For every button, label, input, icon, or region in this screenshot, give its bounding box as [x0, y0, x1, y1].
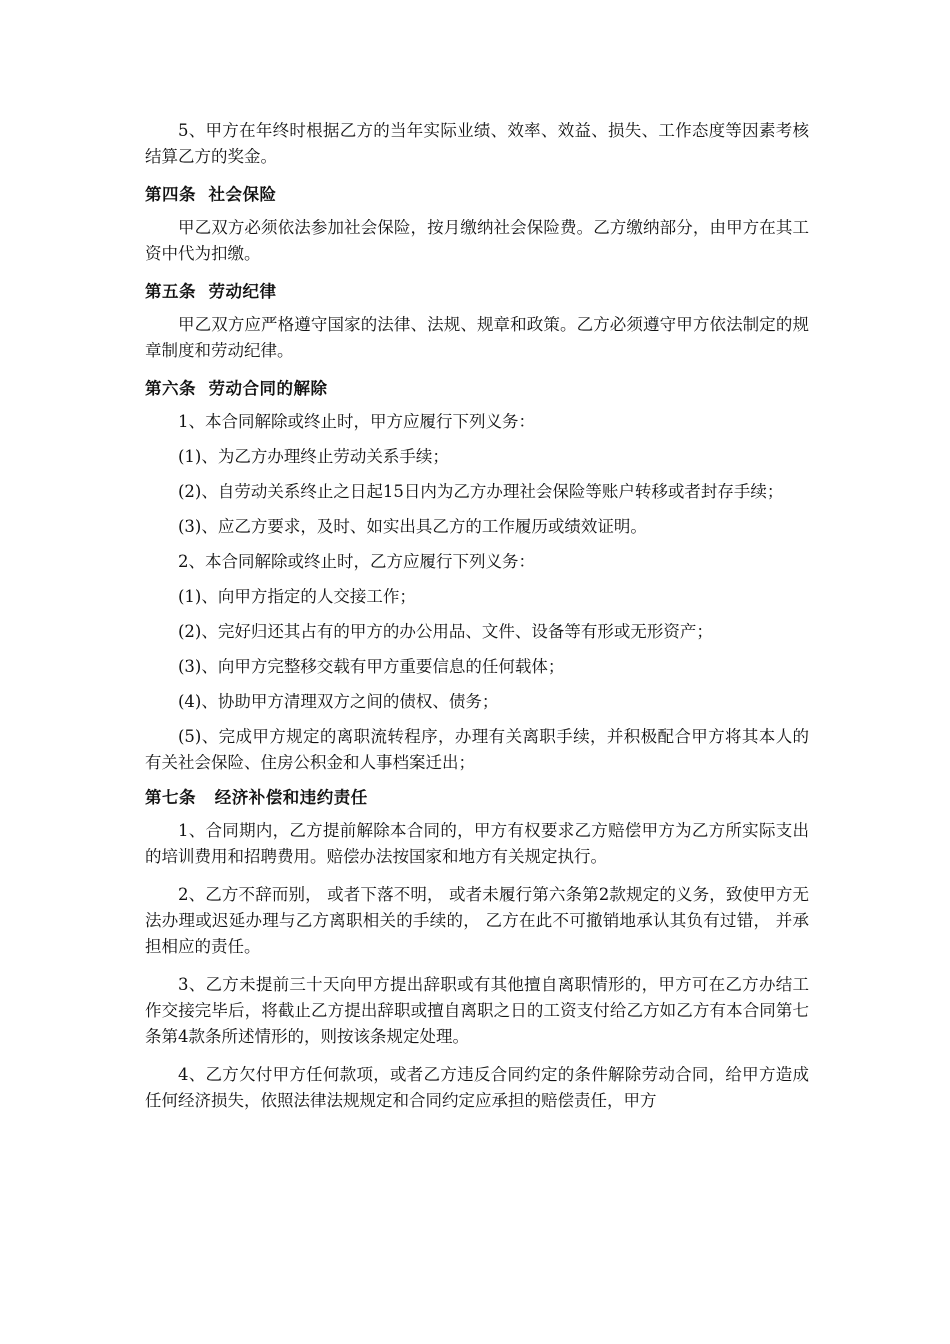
list-item: (1)、为乙方办理终止劳动关系手续； [178, 447, 449, 466]
section-heading-article-4: 第四条 社会保险 [145, 185, 277, 204]
list-item: (3)、向甲方完整移交载有甲方重要信息的任何载体； [178, 657, 565, 676]
clause-paragraph: 4、乙方欠付甲方任何款项，或者乙方违反合同约定的条件解除劳动合同，给甲方造成任何经济损失，依照法律法规规定和合同约定应承担的赔偿责任，甲方 [145, 1065, 809, 1110]
clause-paragraph: 2、乙方不辞而别， 或者下落不明， 或者未履行第六条第2款规定的义务，致使甲方无法办理或迟延办理与乙方离职相关的手续的， 乙方在此不可撤销地承认其负有过错， 并承担相应的责任。 [145, 885, 809, 956]
clause-paragraph: 5、甲方在年终时根据乙方的当年实际业绩、效率、效益、损失、工作态度等因素考核结算乙方的奖金。 [145, 121, 809, 166]
list-item: (1)、向甲方指定的人交接工作； [178, 587, 416, 606]
clause-paragraph: 1、合同期内，乙方提前解除本合同的，甲方有权要求乙方赔偿甲方为乙方所实际支出的培训费用和招聘费用。赔偿办法按国家和地方有关规定执行。 [145, 821, 809, 866]
list-item: 2、本合同解除或终止时，乙方应履行下列义务： [178, 552, 535, 571]
clause-paragraph: 3、乙方未提前三十天向甲方提出辞职或有其他擅自离职情形的，甲方可在乙方办结工作交接完毕后，将截止乙方提出辞职或擅自离职之日的工资支付给乙方如乙方有本合同第七条第4款条所述情形的，则按该条规定处理。 [145, 975, 809, 1046]
list-item: (5)、完成甲方规定的离职流转程序，办理有关离职手续，并积极配合甲方将其本人的有关社会保险、住房公积金和人事档案迁出； [145, 727, 809, 772]
list-item: (2)、自劳动关系终止之日起15日内为乙方办理社会保险等账户转移或者封存手续； [178, 482, 784, 501]
section-heading-article-7: 第七条 经济补偿和违约责任 [145, 788, 368, 807]
clause-paragraph: 甲乙双方应严格遵守国家的法律、法规、规章和政策。乙方必须遵守甲方依法制定的规章制度和劳动纪律。 [145, 315, 809, 360]
list-item: (3)、应乙方要求，及时、如实出具乙方的工作履历或绩效证明。 [178, 517, 647, 536]
section-heading-article-6: 第六条 劳动合同的解除 [145, 379, 328, 398]
list-item: (2)、完好归还其占有的甲方的办公用品、文件、设备等有形或无形资产； [178, 622, 713, 641]
clause-paragraph: 甲乙双方必须依法参加社会保险，按月缴纳社会保险费。乙方缴纳部分，由甲方在其工资中代为扣缴。 [145, 218, 809, 263]
list-item: 1、本合同解除或终止时，甲方应履行下列义务： [178, 412, 535, 431]
document-body [145, 118, 809, 1122]
list-item: (4)、协助甲方清理双方之间的债权、债务； [178, 692, 499, 711]
section-heading-article-5: 第五条 劳动纪律 [145, 282, 277, 301]
